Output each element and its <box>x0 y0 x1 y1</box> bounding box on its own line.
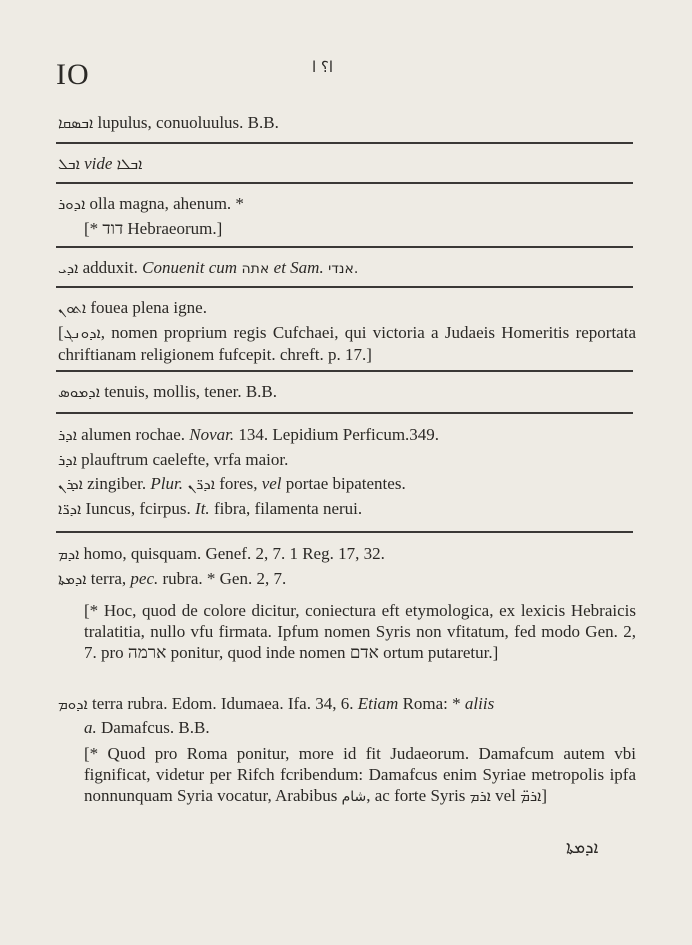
italic-text: Conuenit cum <box>142 258 238 277</box>
definition-text: Roma: * <box>398 694 465 713</box>
definition-text: fores, <box>214 474 262 493</box>
running-head: ا؟ ا <box>312 58 334 76</box>
definition-text: alumen rochae. <box>76 425 190 444</box>
syriac-headword: ܐܒܣܩܐ <box>58 114 94 132</box>
divider <box>56 246 633 248</box>
italic-text: Plur. <box>150 474 183 493</box>
definition-text: fibra, filamenta nerui. <box>209 499 363 518</box>
catchword: ܐܕܡܬܐ <box>566 838 599 858</box>
syriac-headword: ܐܕܘܪ <box>58 195 86 213</box>
definition-text: portae bipatentes. <box>281 474 406 493</box>
syriac-headword: ܐܕܘܢܓ <box>63 324 101 342</box>
definition-text: terra rubra. Edom. Idumaea. Ifa. 34, 6. <box>87 694 358 713</box>
italic-text: aliis <box>464 694 495 713</box>
syriac-headword: ܐܕܘܡ <box>58 695 88 713</box>
definition-text: zingiber. <box>82 474 151 493</box>
page-number: IO <box>56 58 90 91</box>
syriac-word: ܐܪܡ̈ <box>520 787 542 805</box>
italic-text: It. <box>195 499 210 518</box>
definition-text: rubra. * Gen. 2, 7. <box>158 569 287 588</box>
entry-olla <box>58 194 244 214</box>
entry-iuncus <box>58 499 362 519</box>
divider <box>56 182 633 184</box>
entry-nomen-proprium: [ܐܕܘܢܓ, nomen proprium regis Cufchaei, qui victoria a Judaeis Homeritis reportata chriftianam religionem fufcepit. chreft. p. 17.] <box>58 323 636 364</box>
entry-plauftrum <box>58 450 288 470</box>
italic-text: Etiam <box>357 694 399 713</box>
hebrew-word: אתה <box>237 261 274 277</box>
definition-text: tenuis, mollis, tener. B.B. <box>99 382 278 401</box>
divider <box>56 531 633 533</box>
note-text: vel <box>490 786 521 805</box>
note-text: , ac forte Syris <box>366 786 470 805</box>
italic-text: vel <box>261 474 282 493</box>
divider <box>56 142 633 144</box>
syriac-headword: ܐܕܡܘܣ <box>58 383 100 401</box>
definition-text: adduxit. <box>78 258 143 277</box>
italic-text: a. <box>84 718 97 737</box>
syriac-headword: ܐܬܘܢ <box>58 299 87 317</box>
entry-lupulus <box>58 113 279 133</box>
entry-terra <box>58 569 286 589</box>
syriac-headword: ܐܕܡܬܐ <box>58 570 87 588</box>
definition-text: 134. Lepidium Perficum.349. <box>234 425 440 444</box>
hebrew-word: אנדי. <box>323 261 359 277</box>
entry-tenuis <box>58 382 277 402</box>
syriac-headword: ܐܕܝ <box>58 259 79 277</box>
syriac-headword: ܐܕܡ <box>58 545 80 563</box>
italic-text: et Sam. <box>273 258 324 277</box>
definition-text: Iuncus, fcirpus. <box>81 499 196 518</box>
definition-text: homo, quisquam. Genef. 2, 7. 1 Reg. 17, 32. <box>79 544 385 563</box>
entry-terra-rubra <box>58 694 494 714</box>
divider <box>56 286 633 288</box>
entry-fouea <box>58 298 207 318</box>
definition-text: lupulus, conuoluulus. B.B. <box>93 113 279 132</box>
cross-reference-label: vide <box>79 154 117 173</box>
syriac-plural: ܐܕܪ̈ܢ <box>182 475 215 493</box>
arabic-word: شام <box>341 789 367 805</box>
note-text: [* דוד Hebraeorum.] <box>84 219 223 238</box>
entry-zingiber <box>58 474 406 494</box>
divider <box>56 412 633 414</box>
italic-text: Novar. <box>189 425 235 444</box>
entry-alumen <box>58 425 439 445</box>
note-hoc-quod: [* Hoc, quod de colore dicitur, coniectura eft etymologica, ex lexicis Hebraicis tralatitia, nullo vfu firmata. Ipfum nomen Syris non vfitatum, fed modo Gen. 2, 7. pro ארמה ponitur, quod inde nomen אדם ortum putaretur.] <box>84 601 636 662</box>
syriac-headword: ܐܕܪ <box>58 451 77 469</box>
syriac-word: ܐܪܡ <box>469 787 491 805</box>
note-text: ] <box>541 786 548 805</box>
entry-olla-note <box>84 219 222 239</box>
definition-text: olla magna, ahenum. * <box>85 194 244 213</box>
syriac-headword: ܐܕܪ̈ܐ <box>58 500 82 518</box>
syriac-headword: ܐܕܪܢ <box>58 475 83 493</box>
syriac-headword: ܐܕܪ <box>58 426 77 444</box>
definition-text: plauftrum caelefte, vrfa maior. <box>76 450 289 469</box>
entry-homo <box>58 544 385 564</box>
definition-text: Damafcus. B.B. <box>96 718 210 737</box>
syriac-reference: ܐܒܠܐ <box>116 155 143 173</box>
entry-adduxit <box>58 258 358 278</box>
entry-vide <box>58 154 142 174</box>
note-text: [* Quod pro Roma ponitur, more id fit Judaeorum. Damafcum autem vbi fignificat, videtur per Rifch fcribendum: Damafcus enim Syriae metropolis ipfa nonnunquam Syria vocatur, Arabibus <box>84 744 636 805</box>
definition-text: , nomen proprium regis Cufchaei, qui victoria a Judaeis Homeritis reportata chriftianam religionem fufcepit. chreft. p. 17.] <box>58 323 636 364</box>
divider <box>56 370 633 372</box>
definition-text: fouea plena igne. <box>86 298 207 317</box>
italic-text: pec. <box>130 569 159 588</box>
note-quod-pro-roma <box>84 743 636 808</box>
definition-text: terra, <box>86 569 131 588</box>
entry-terra-rubra-cont <box>84 718 210 738</box>
syriac-headword: ܐܒܠ <box>58 155 80 173</box>
